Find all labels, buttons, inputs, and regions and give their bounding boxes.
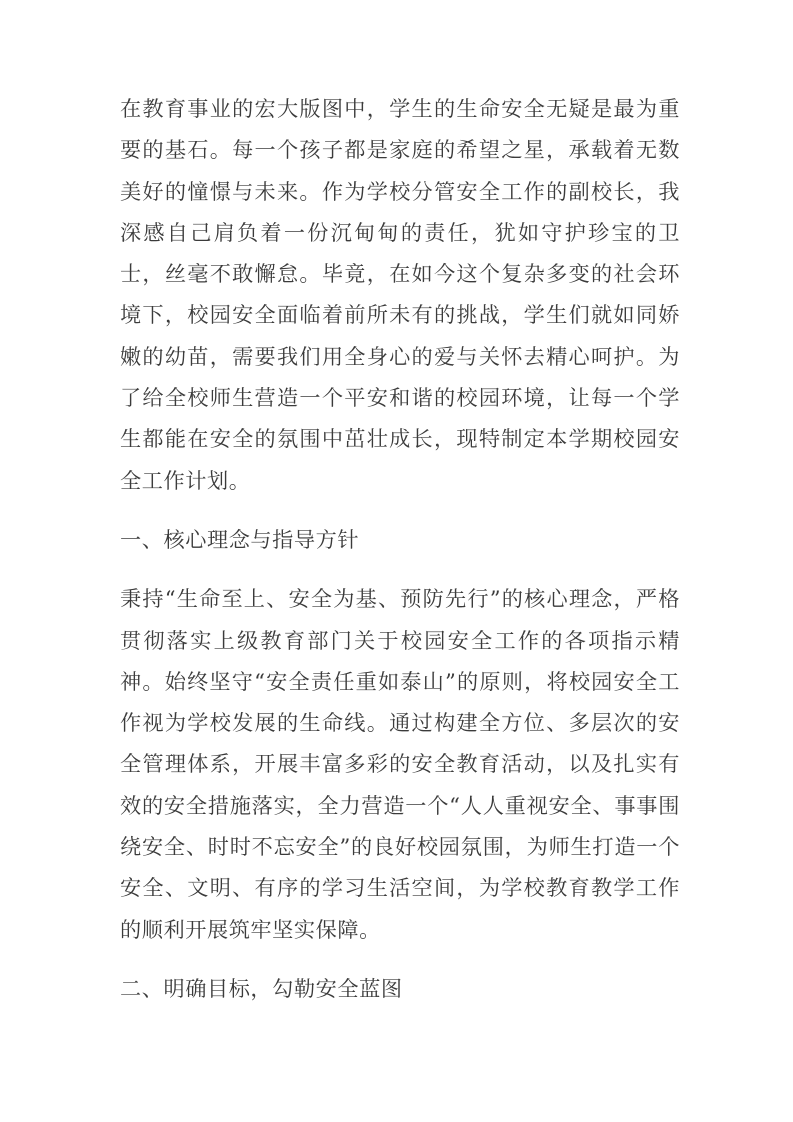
document-body	[120, 88, 680, 1027]
section-heading-one: 一、核心理念与指导方针	[120, 526, 360, 552]
intro-paragraph: 在教育事业的宏大版图中，学生的生命安全无疑是最为重要的基石。每一个孩子都是家庭的希望之星，承载着无数美好的憧憬与未来。作为学校分管安全工作的副校长，我深感自己肩负着一份沉甸甸的责任，犹如守护珍宝的卫士，丝毫不敢懈怠。毕竟，在如今这个复杂多变的社会环境下，校园安全面临着前所未有的挑战，学生们就如同娇嫩的幼苗，需要我们用全身心的爱与关怀去精心呵护。为了给全校师生营造一个平安和谐的校园环境，让每一个学生都能在安全的氛围中茁壮成长，现特制定本学期校园安全工作计划。	[120, 96, 680, 493]
section-heading-two: 二、明确目标，勾勒安全蓝图	[120, 975, 403, 1001]
core-concept-paragraph: 秉持“生命至上、安全为基、预防先行”的核心理念，严格贯彻落实上级教育部门关于校园安全工作的各项指示精神。始终坚守“安全责任重如泰山”的原则，将校园安全工作视为学校发展的生命线。通过构建全方位、多层次的安全管理体系，开展丰富多彩的安全教育活动，以及扎实有效的安全措施落实，全力营造一个“人人重视安全、事事围绕安全、时时不忘安全”的良好校园氛围，为师生打造一个安全、文明、有序的学习生活空间，为学校教育教学工作的顺利开展筑牢坚实保障。	[120, 586, 680, 942]
